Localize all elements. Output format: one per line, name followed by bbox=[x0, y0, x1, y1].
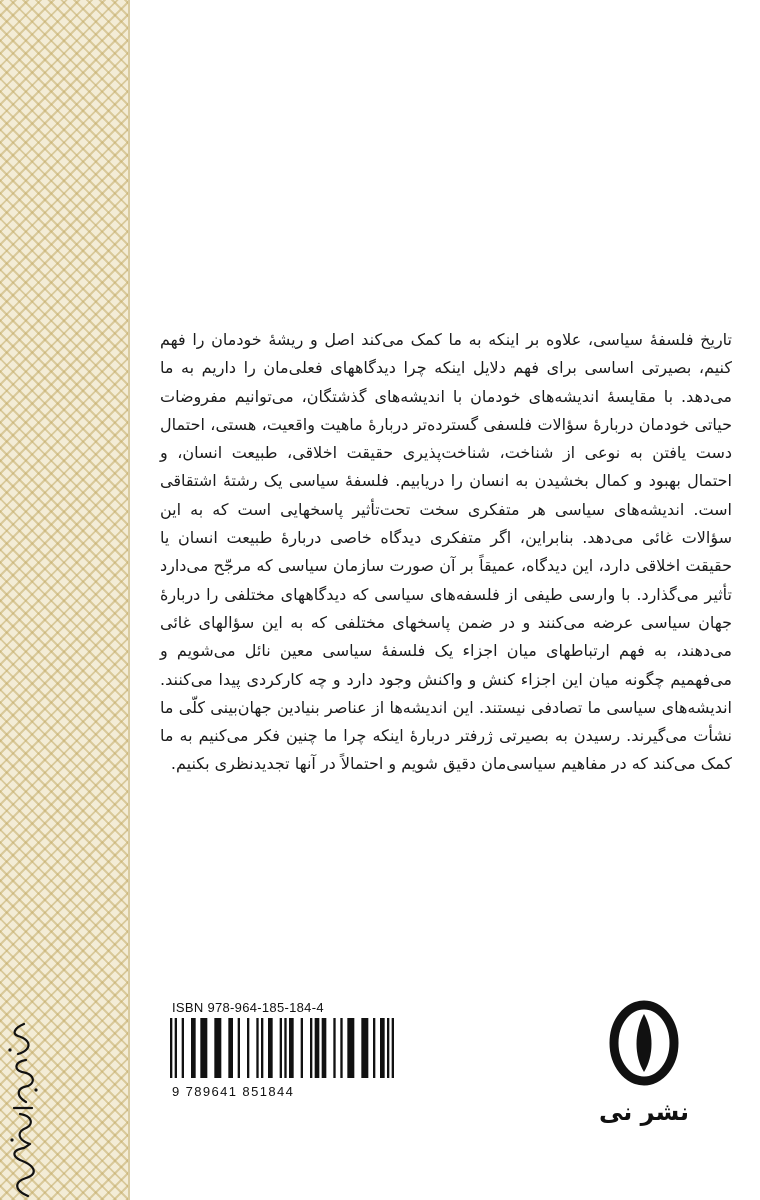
barcode-bar bbox=[310, 1018, 312, 1078]
barcode-bar bbox=[191, 1018, 196, 1078]
barcode-bar bbox=[261, 1018, 263, 1078]
barcode-bar bbox=[387, 1018, 389, 1078]
spine-edge-line bbox=[128, 0, 130, 1200]
barcode-bar bbox=[347, 1018, 354, 1078]
barcode-bar bbox=[392, 1018, 394, 1078]
barcode-bar bbox=[333, 1018, 335, 1078]
blurb-paragraph: تاریخ فلسفهٔ سیاسی، علاوه بر اینکه به ما کمک می‌کند اصل و ریشهٔ خودمان را فهم کنیم، بصیرتی اساسی برای فهم دلایل اینکه چرا دیدگاههای فعلی‌مان را داریم به ما می‌دهد. با مقایسهٔ اندیشه‌های خودمان با اندیشه‌های گذشتگان، می‌توانیم مفروضات حیاتی خودمان دربارهٔ سؤالات فلسفی گسترده‌تر دربارهٔ ماهیت واقعیت، هستی، احتمال دست یافتن به نوعی از شناخت، شناخت‌پذیری حقیقت اخلاقی، طبیعت انسان، و احتمال بهبود و کمال بخشیدن به انسان را دریابیم. فلسفهٔ سیاسی یک رشتهٔ اشتقاقی است. اندیشه‌های سیاسی هر متفکری سخت تحت‌تأثیر پاسخهایی است که به این سؤالات غائی می‌دهد. بنابراین، اگر متفکری دیدگاه خاصی دربارهٔ طبیعت انسان یا حقیقت اخلاقی دارد، این دیدگاه، عمیقاً بر آن صورت سازمان سیاسی که مرجّح می‌دارد تأثیر می‌گذارد. با وارسی طیفی از فلسفه‌های سیاسی که دیدگاههای مختلفی را دربارهٔ جهان سیاسی عرضه می‌کنند و در ضمن پاسخهای مختلفی که به این سؤالهای غائی می‌دهند، به فهم ارتباطهای میان اجزاء یک فلسفهٔ سیاسی معین نائل می‌شویم و می‌فهمیم چگونه میان این اجزاء کنش و واکنش وجود دارد و چه کارکردی پیدا می‌کنند. اندیشه‌های سیاسی ما تصادفی نیستند. این اندیشه‌ها از عناصر بنیادین جهان‌بینی کلّی ما نشأت می‌گیرند. رسیدن به بصیرتی ژرفتر دربارهٔ اینکه چرا ما چنین فکر می‌کنیم به ما کمک می‌کند که در مفاهیم سیاسی‌مان دقیق شویم و احتمالاً در آنها تجدیدنظری بکنیم. bbox=[160, 330, 732, 774]
barcode-bar bbox=[380, 1018, 385, 1078]
barcode-bar bbox=[284, 1018, 286, 1078]
back-cover-blurb bbox=[160, 326, 732, 779]
barcode bbox=[170, 1018, 394, 1078]
barcode-bar bbox=[228, 1018, 233, 1078]
vertical-handwritten-signature bbox=[6, 1020, 40, 1200]
barcode-bar bbox=[256, 1018, 258, 1078]
barcode-bars bbox=[170, 1018, 394, 1078]
barcode-number: 9 789641 851844 bbox=[172, 1084, 295, 1099]
publisher-name: نشر نی bbox=[598, 1098, 689, 1126]
barcode-bar bbox=[200, 1018, 207, 1078]
barcode-bar bbox=[280, 1018, 282, 1078]
barcode-bar bbox=[301, 1018, 303, 1078]
barcode-bar bbox=[340, 1018, 342, 1078]
reed-leaf-icon bbox=[606, 998, 682, 1088]
barcode-bar bbox=[170, 1018, 172, 1078]
barcode-bar bbox=[315, 1018, 320, 1078]
barcode-bar bbox=[373, 1018, 375, 1078]
barcode-bar bbox=[182, 1018, 184, 1078]
isbn-label: ISBN 978-964-185-184-4 bbox=[172, 1000, 324, 1015]
barcode-bar bbox=[214, 1018, 221, 1078]
barcode-bar bbox=[268, 1018, 273, 1078]
barcode-bar bbox=[322, 1018, 327, 1078]
barcode-bar bbox=[175, 1018, 177, 1078]
barcode-bar bbox=[238, 1018, 240, 1078]
barcode-bar bbox=[289, 1018, 294, 1078]
barcode-bar bbox=[361, 1018, 368, 1078]
barcode-bar bbox=[247, 1018, 249, 1078]
